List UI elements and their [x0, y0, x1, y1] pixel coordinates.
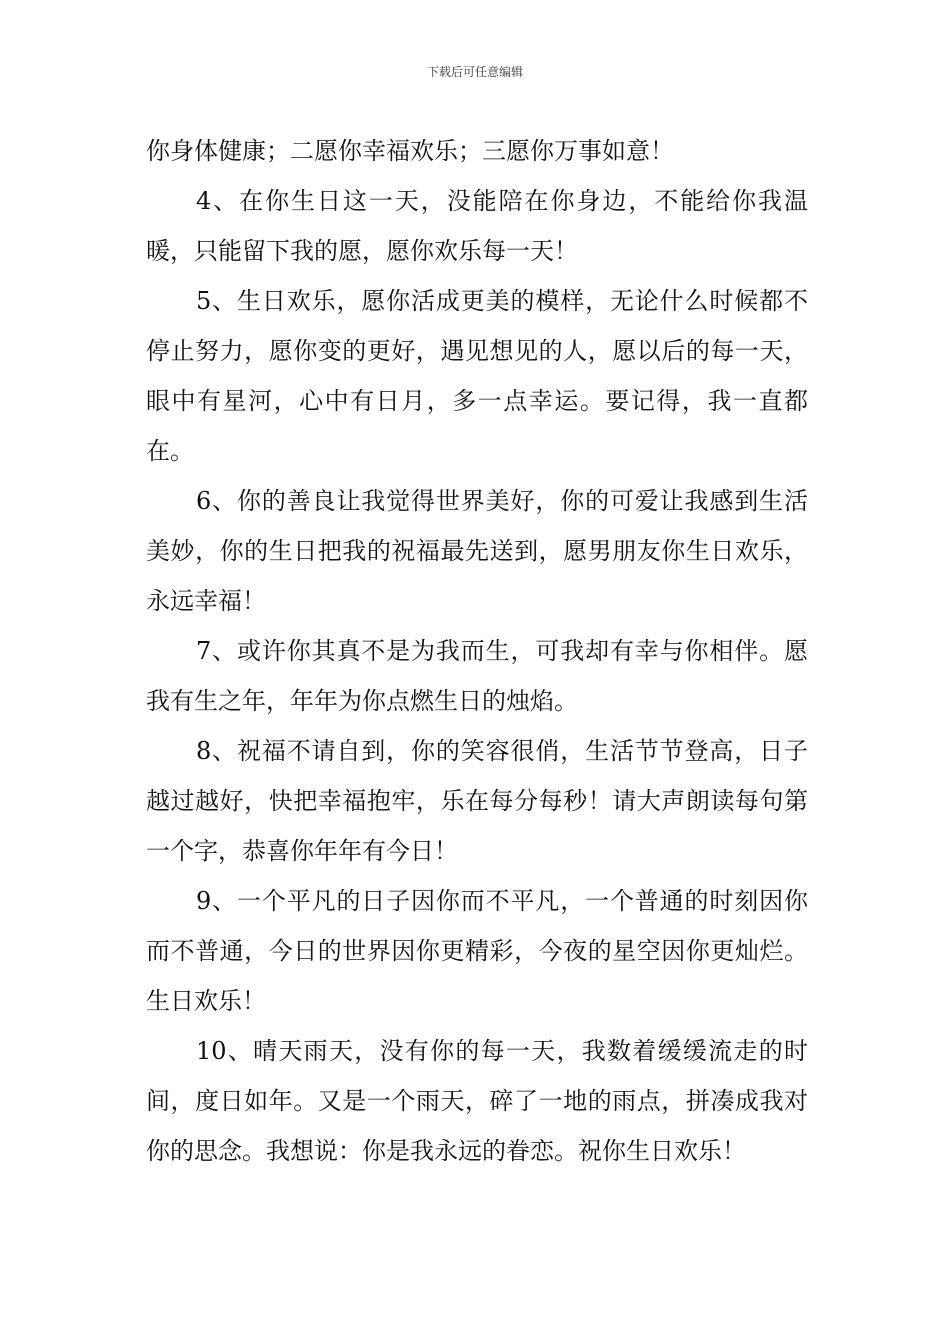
paragraph-9: 9、一个平凡的日子因你而不平凡，一个普通的时刻因你而不普通，今日的世界因你更精彩，今夜的星空因你更灿烂。生日欢乐！ — [146, 887, 808, 1015]
paragraph-10: 10、晴天雨天，没有你的每一天，我数着缓缓流走的时间，度日如年。又是一个雨天，碎了一地的雨点，拼凑成我对你的思念。我想说：你是我永远的眷恋。祝你生日欢乐！ — [146, 1037, 808, 1165]
paragraph-7: 7、或许你其真不是为我而生，可我却有幸与你相伴。愿我有生之年，年年为你点燃生日的烛焰。 — [146, 637, 808, 715]
paragraph-8: 8、祝福不请自到，你的笑容很俏，生活节节登高，日子越过越好，快把幸福抱牢，乐在每分每秒！请大声朗读每句第一个字，恭喜你年年有今日！ — [146, 737, 808, 865]
paragraph-4: 4、在你生日这一天，没能陪在你身边，不能给你我温暖，只能留下我的愿，愿你欢乐每一天！ — [146, 187, 808, 265]
document-body — [146, 126, 808, 1176]
paragraph-continuation: 你身体健康；二愿你幸福欢乐；三愿你万事如意！ — [146, 137, 674, 165]
paragraph-6: 6、你的善良让我觉得世界美好，你的可爱让我感到生活美妙，你的生日把我的祝福最先送到，愿男朋友你生日欢乐，永远幸福！ — [146, 487, 808, 615]
paragraph-5: 5、生日欢乐，愿你活成更美的模样，无论什么时候都不停止努力，愿你变的更好，遇见想见的人，愿以后的每一天，眼中有星河，心中有日月，多一点幸运。要记得，我一直都在。 — [146, 287, 808, 465]
page-header: 下载后可任意编辑 — [426, 65, 523, 79]
